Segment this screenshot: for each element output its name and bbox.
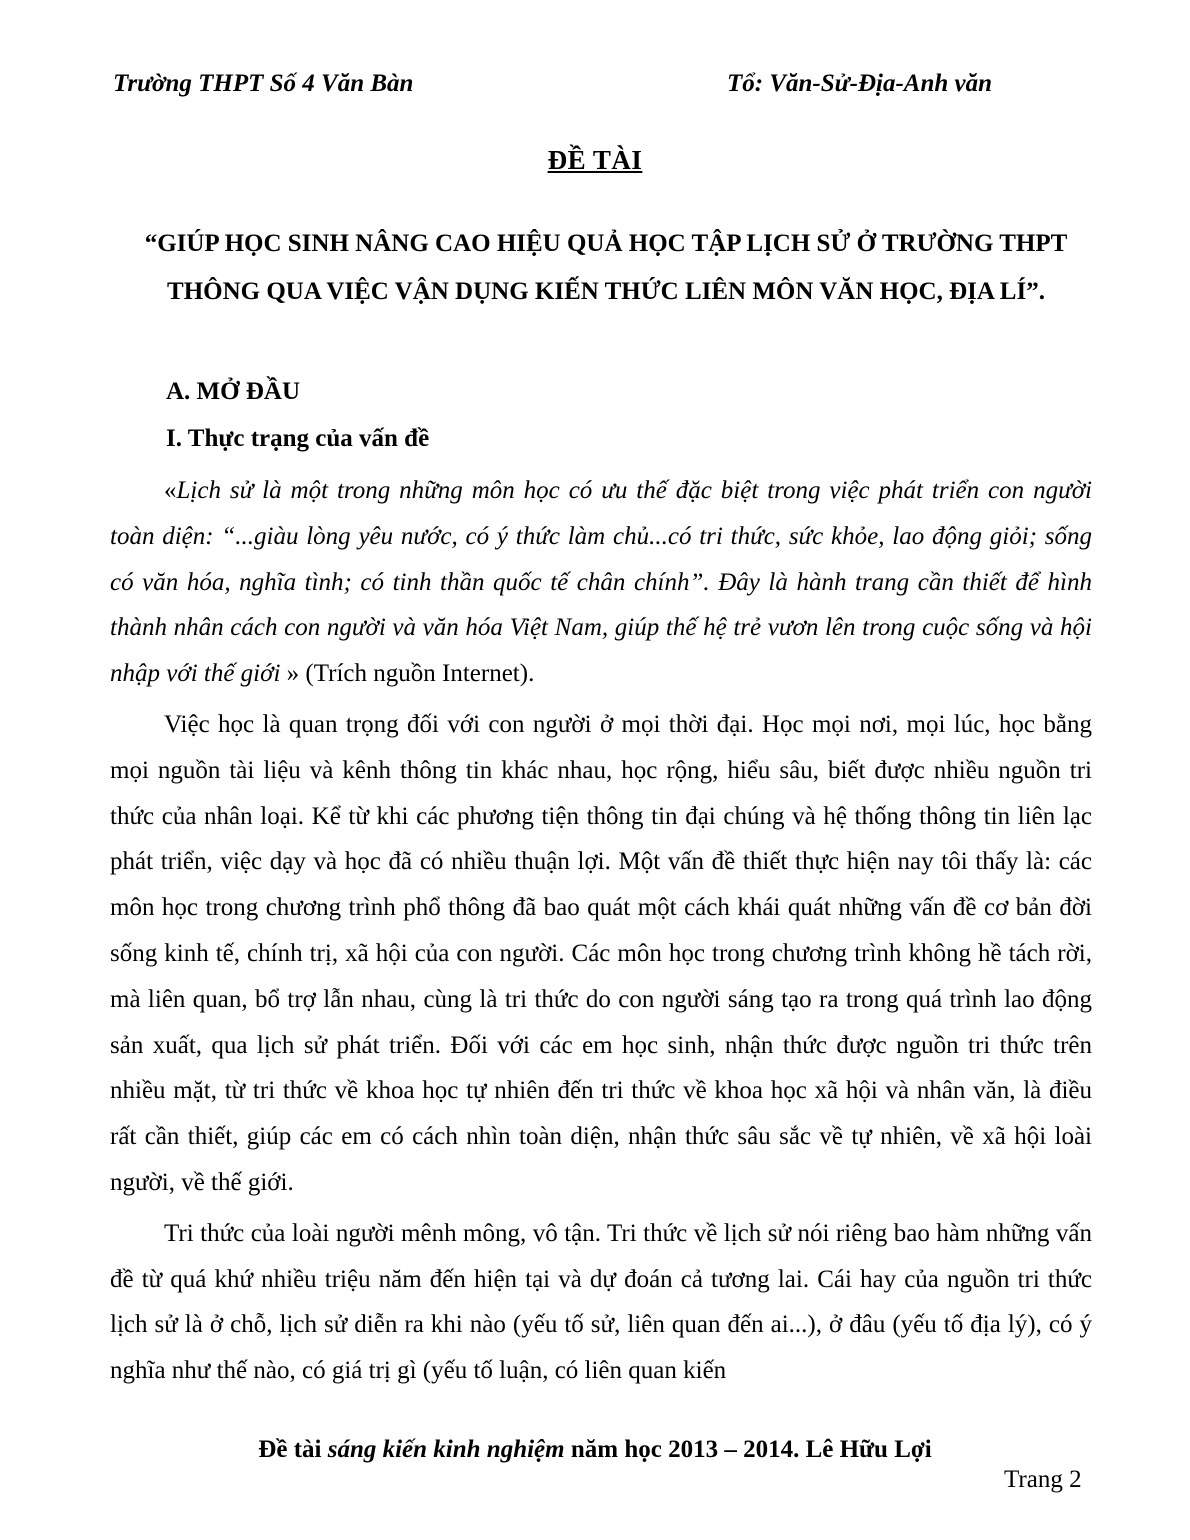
footer-suffix: năm học 2013 – 2014. Lê Hữu Lợi (564, 1436, 932, 1463)
footer-prefix: Đề tài (258, 1436, 328, 1463)
page-footer (0, 1436, 1190, 1464)
quote-open-mark: « (164, 477, 177, 504)
topic-heading: “GIÚP HỌC SINH NÂNG CAO HIỆU QUẢ HỌC TẬP LỊCH SỬ Ở TRƯỜNG THPT THÔNG QUA VIỆC VẬN DỤNG KIẾN THỨC LIÊN MÔN VĂN HỌC, ĐỊA LÍ”. (144, 230, 1068, 305)
footer-italic: sáng kiến kinh nghiệm (327, 1436, 565, 1463)
quote-source: » (Trích nguồn Internet). (280, 660, 535, 688)
section-heading-a: A. MỞ ĐẦU (166, 378, 301, 405)
section-heading-i: I. Thực trạng của vấn đề (166, 425, 430, 452)
quote-italic-text: Lịch sử là một trong những môn học có ưu thế đặc biệt trong việc phát triển con người toàn diện: “...giàu lòng yêu nước, có ý thức làm chủ...có tri thức, sức khỏe, lao động giỏi; sống có văn hóa, nghĩa tình; có tinh thần quốc tế chân chính”. Đây là hành trang cần thiết để hình thành nhân cách con người và văn hóa Việt Nam, giúp thế hệ trẻ vươn lên trong cuộc sống và hội nhập với thế giới (110, 477, 1092, 688)
page-number: Trang 2 (1004, 1466, 1082, 1493)
paragraph: Việc học là quan trọng đối với con người ở mọi thời đại. Học mọi nơi, mọi lúc, học bằng mọi nguồn tài liệu và kênh thông tin khác nhau, học rộng, hiểu sâu, biết được nhiều nguồn tri thức của nhân loại. Kể từ khi các phương tiện thông tin đại chúng và hệ thống thông tin liên lạc phát triển, việc dạy và học đã có nhiều thuận lợi. Một vấn đề thiết thực hiện nay tôi thấy là: các môn học trong chương trình phổ thông đã bao quát một cách khái quát những vấn đề cơ bản đời sống kinh tế, chính trị, xã hội của con người. Các môn học trong chương trình không hề tách rời, mà liên quan, bổ trợ lẫn nhau, cùng là tri thức do con người sáng tạo ra trong quá trình lao động sản xuất, qua lịch sử phát triển. Đối với các em học sinh, nhận thức được nguồn tri thức trên nhiều mặt, từ tri thức về khoa học tự nhiên đến tri thức về khoa học xã hội và nhân văn, là điều rất cần thiết, giúp các em có cách nhìn toàn diện, nhận thức sâu sắc về tự nhiên, về xã hội loài người, về thế giới. (110, 710, 1092, 1196)
school-name: Trường THPT Số 4 Văn Bàn (113, 70, 414, 97)
body-text (110, 468, 1092, 1394)
document-title: ĐỀ TÀI (547, 145, 643, 175)
paragraph: Tri thức của loài người mênh mông, vô tận. Tri thức về lịch sử nói riêng bao hàm những vấn đề từ quá khứ nhiều triệu năm đến hiện tại và dự đoán cả tương lai. Cái hay của nguồn tri thức lịch sử là ở chỗ, lịch sử diễn ra khi nào (yếu tố sử, liên quan đến ai...), ở đâu (yếu tố địa lý), có ý nghĩa như thế nào, có giá trị gì (yếu tố luận, có liên quan kiến (110, 1219, 1092, 1385)
quote-paragraph (110, 468, 1092, 697)
group-name: Tổ: Văn-Sử-Địa-Anh văn (727, 70, 993, 97)
